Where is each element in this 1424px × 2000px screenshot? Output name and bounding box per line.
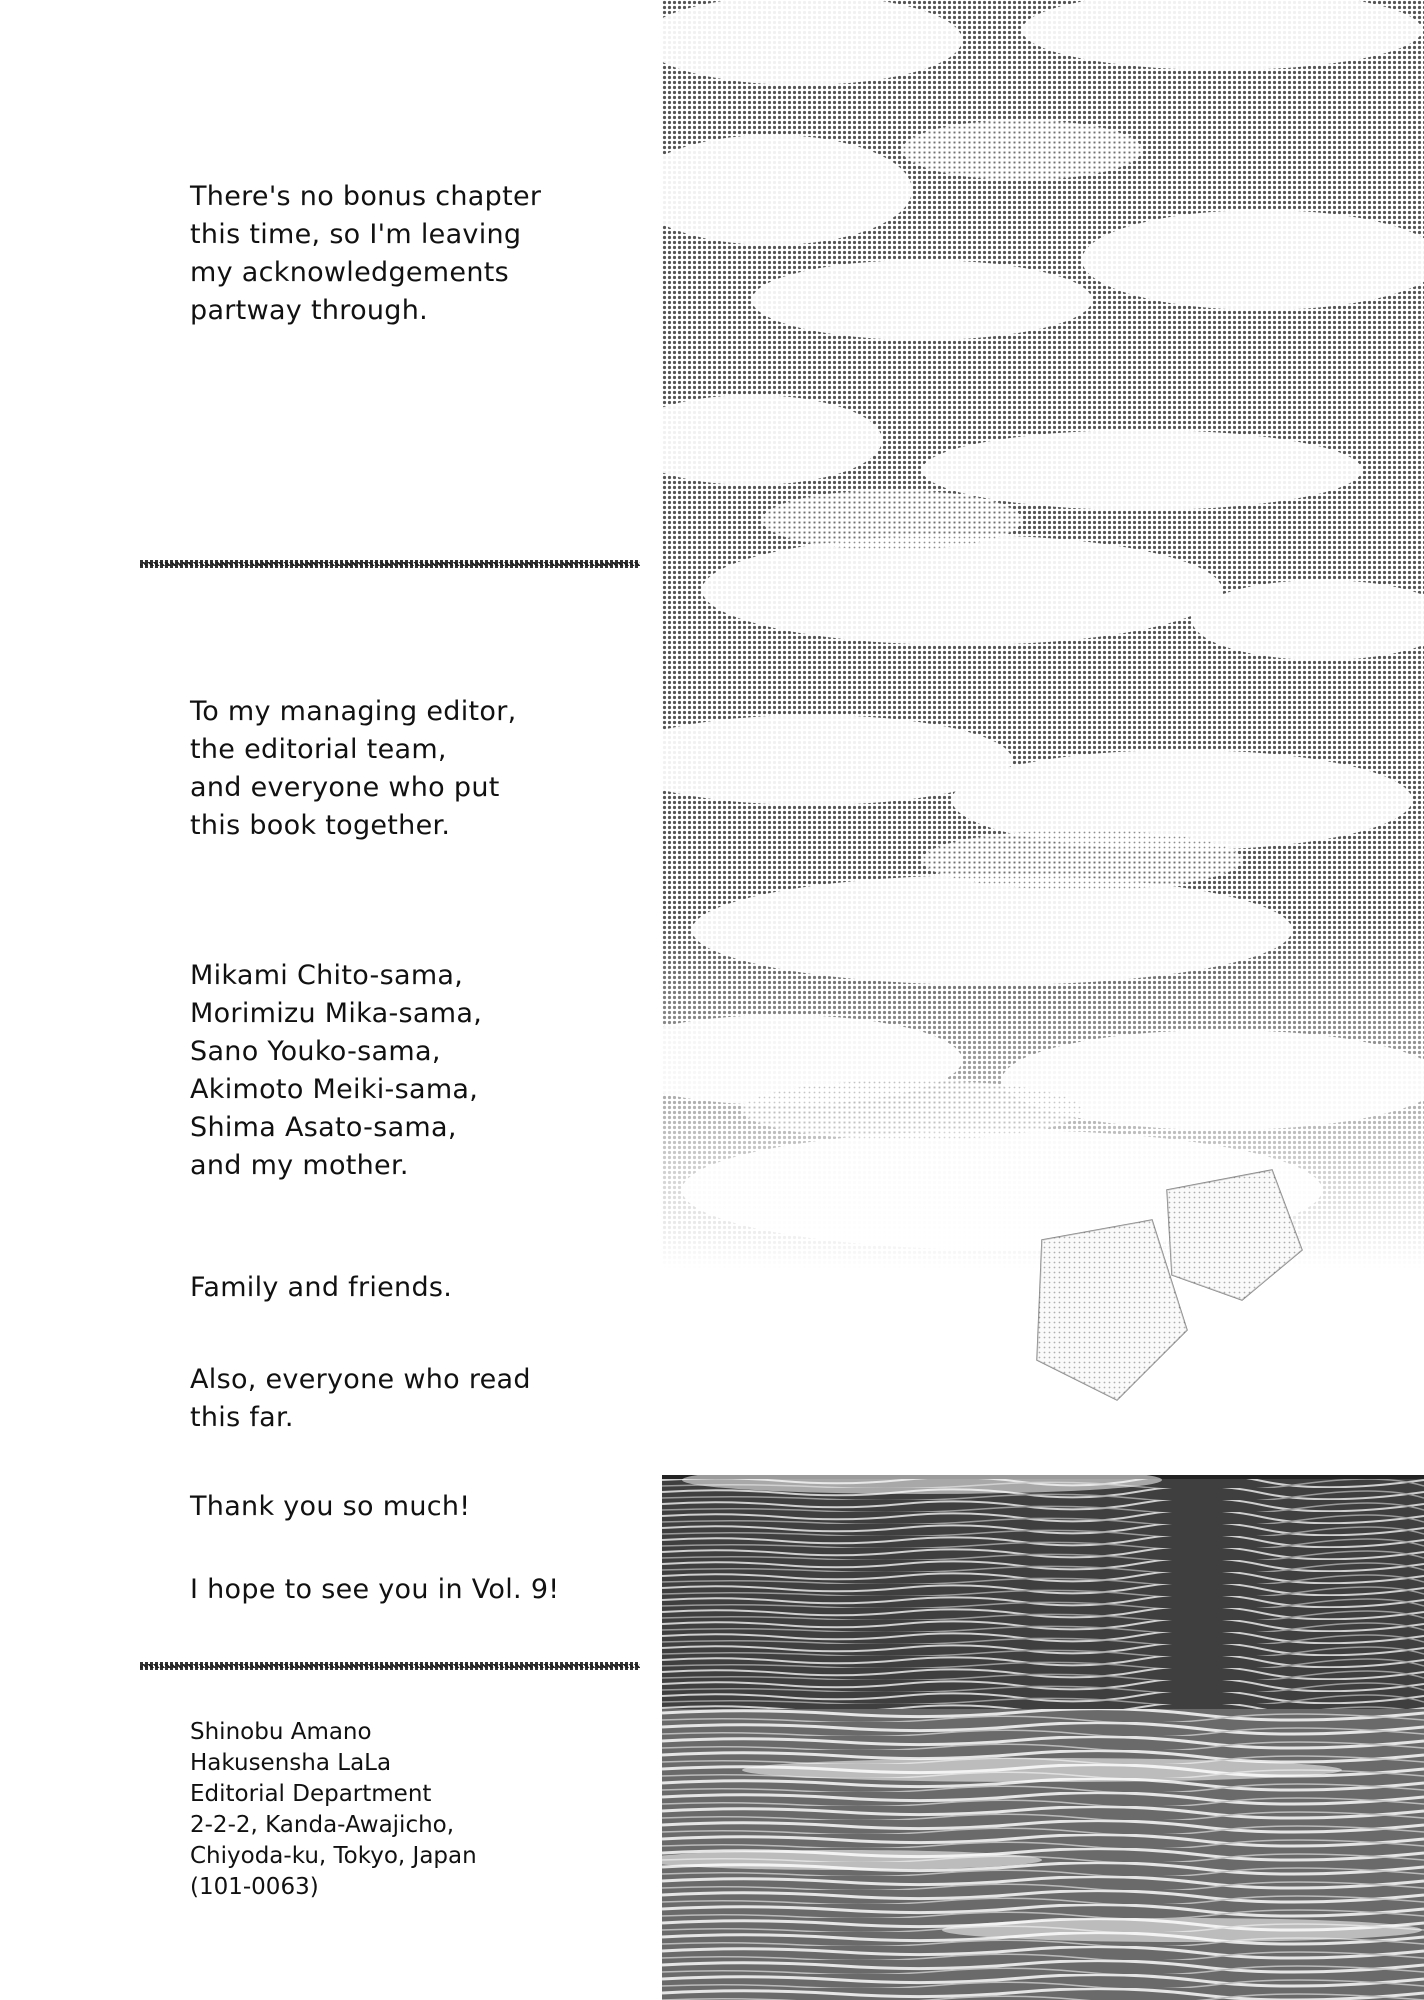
- mailing-address: [190, 1717, 477, 1903]
- intro-note: [190, 178, 541, 330]
- thank-you-line: Thank you so much!: [190, 1491, 471, 1522]
- readers-line: this far.: [190, 1402, 294, 1433]
- thanks-team-line: and everyone who put: [190, 772, 500, 803]
- family-note: [190, 1269, 452, 1307]
- thanks-name-line: Morimizu Mika-sama,: [190, 998, 483, 1029]
- intro-line: partway through.: [190, 295, 429, 326]
- next-volume-note: [190, 1571, 559, 1609]
- sky-and-sea-illustration-icon: [662, 0, 1424, 2000]
- address-line: (101-0063): [190, 1874, 319, 1900]
- intro-line: this time, so I'm leaving: [190, 219, 522, 250]
- thanks-name-line: Akimoto Meiki-sama,: [190, 1074, 479, 1105]
- thanks-name-line: Shima Asato-sama,: [190, 1112, 457, 1143]
- intro-line: my acknowledgements: [190, 257, 509, 288]
- address-line: Editorial Department: [190, 1781, 432, 1807]
- thank-you-note: [190, 1488, 470, 1526]
- thanks-team-line: this book together.: [190, 810, 451, 841]
- address-line: 2-2-2, Kanda-Awajicho,: [190, 1812, 455, 1838]
- thanks-team-line: To my managing editor,: [190, 696, 517, 727]
- thanks-team-line: the editorial team,: [190, 734, 447, 765]
- family-line: Family and friends.: [190, 1272, 453, 1303]
- address-line: Chiyoda-ku, Tokyo, Japan: [190, 1843, 477, 1869]
- thanks-names: [190, 957, 482, 1185]
- next-volume-line: I hope to see you in Vol. 9!: [190, 1574, 560, 1605]
- divider-top: [140, 560, 640, 568]
- intro-line: There's no bonus chapter: [190, 181, 542, 212]
- readers-note: [190, 1361, 531, 1437]
- thanks-name-line: Sano Youko-sama,: [190, 1036, 441, 1067]
- thanks-name-line: Mikami Chito-sama,: [190, 960, 464, 991]
- address-line: Hakusensha LaLa: [190, 1750, 392, 1776]
- address-line: Shinobu Amano: [190, 1719, 372, 1745]
- thanks-name-line: and my mother.: [190, 1150, 409, 1181]
- divider-bottom: [140, 1662, 640, 1670]
- readers-line: Also, everyone who read: [190, 1364, 531, 1395]
- thanks-team: [190, 693, 517, 845]
- text-column: [0, 0, 660, 2000]
